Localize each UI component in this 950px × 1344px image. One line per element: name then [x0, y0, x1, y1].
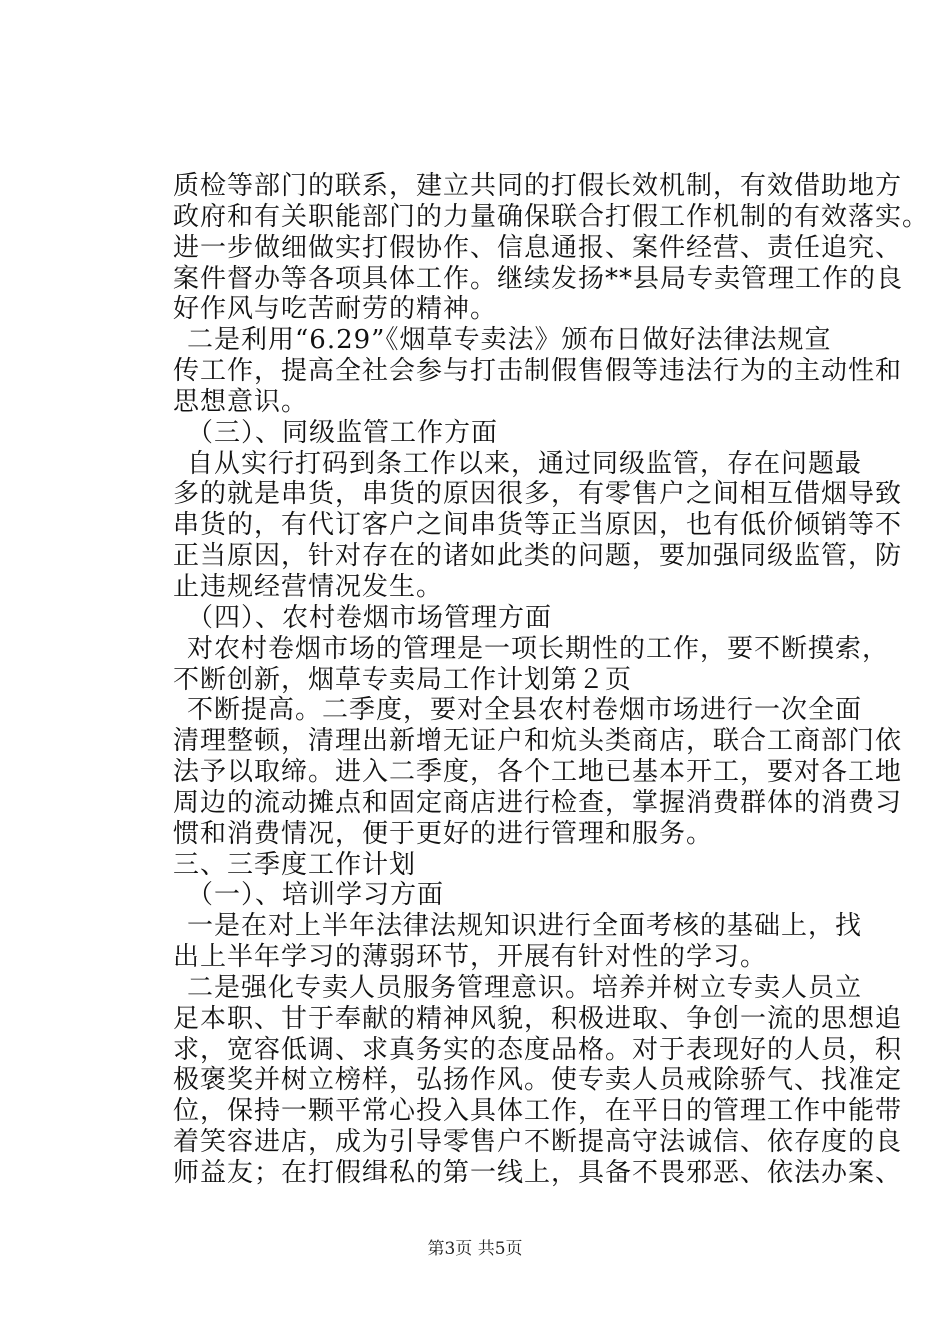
text-line: 串货的，有代订客户之间串货等正当原因，也有低价倾销等不: [173, 510, 903, 540]
text-line: 传工作，提高全社会参与打击制假售假等违法行为的主动性和: [173, 356, 903, 386]
text-line: 出上半年学习的薄弱环节，开展有针对性的学习。: [173, 942, 768, 972]
text-line: 好作风与吃苦耐劳的精神。: [173, 294, 498, 324]
text-line: 师益友；在打假缉私的第一线上，具备不畏邪恶、依法办案、: [173, 1158, 903, 1188]
text-line: 自从实行打码到条工作以来，通过同级监管，存在问题最: [187, 449, 863, 479]
page-footer: 第3页 共5页: [427, 1239, 523, 1259]
text-line: 极褒奖并树立榜样，弘扬作风。使专卖人员戒除骄气、找准定: [173, 1065, 903, 1095]
text-line: 位，保持一颗平常心投入具体工作，在平日的管理工作中能带: [173, 1096, 903, 1126]
text-line: 不断创新，烟草专卖局工作计划第２页: [173, 665, 633, 695]
text-line: 对农村卷烟市场的管理是一项长期性的工作，要不断摸索，: [187, 634, 890, 664]
text-line: 法予以取缔。进入二季度，各个工地已基本开工，要对各工地: [173, 757, 903, 787]
text-line: 案件督办等各项具体工作。继续发扬**县局专卖管理工作的良: [173, 264, 904, 294]
text-line: 政府和有关职能部门的力量确保联合打假工作机制的有效落实。: [173, 202, 930, 232]
text-line: 足本职、甘于奉献的精神风貌，积极进取、争创一流的思想追: [173, 1004, 903, 1034]
text-line: 三、三季度工作计划: [173, 850, 417, 880]
text-line: 进一步做细做实打假协作、信息通报、案件经营、责任追究、: [173, 233, 903, 263]
text-line: 清理整顿，清理出新增无证户和炕头类商店，联合工商部门依: [173, 726, 903, 756]
text-line: 止违规经营情况发生。: [173, 572, 444, 602]
text-line: 思想意识。: [173, 387, 309, 417]
text-line: （一）、培训学习方面: [187, 880, 445, 910]
text-line: 多的就是串货，串货的原因很多，有零售户之间相互借烟导致: [173, 479, 903, 509]
text-line: 不断提高。二季度，要对全县农村卷烟市场进行一次全面: [187, 695, 863, 725]
text-line: 二是利用“6.29”《烟草专卖法》颁布日做好法律法规宣: [187, 325, 832, 355]
text-line: （四）、农村卷烟市场管理方面: [187, 603, 553, 633]
text-line: （三）、同级监管工作方面: [187, 418, 499, 448]
text-line: 着笑容进店，成为引导零售户不断提高守法诚信、依存度的良: [173, 1127, 903, 1157]
text-line: 惯和消费情况，便于更好的进行管理和服务。: [173, 819, 714, 849]
text-line: 一是在对上半年法律法规知识进行全面考核的基础上，找: [187, 911, 863, 941]
text-line: 正当原因，针对存在的诸如此类的问题，要加强同级监管，防: [173, 541, 903, 571]
text-line: 二是强化专卖人员服务管理意识。培养并树立专卖人员立: [187, 973, 863, 1003]
text-line: 求，宽容低调、求真务实的态度品格。对于表现好的人员，积: [173, 1035, 903, 1065]
text-line: 周边的流动摊点和固定商店进行检查，掌握消费群体的消费习: [173, 788, 903, 818]
text-line: 质检等部门的联系，建立共同的打假长效机制，有效借助地方: [173, 171, 903, 201]
